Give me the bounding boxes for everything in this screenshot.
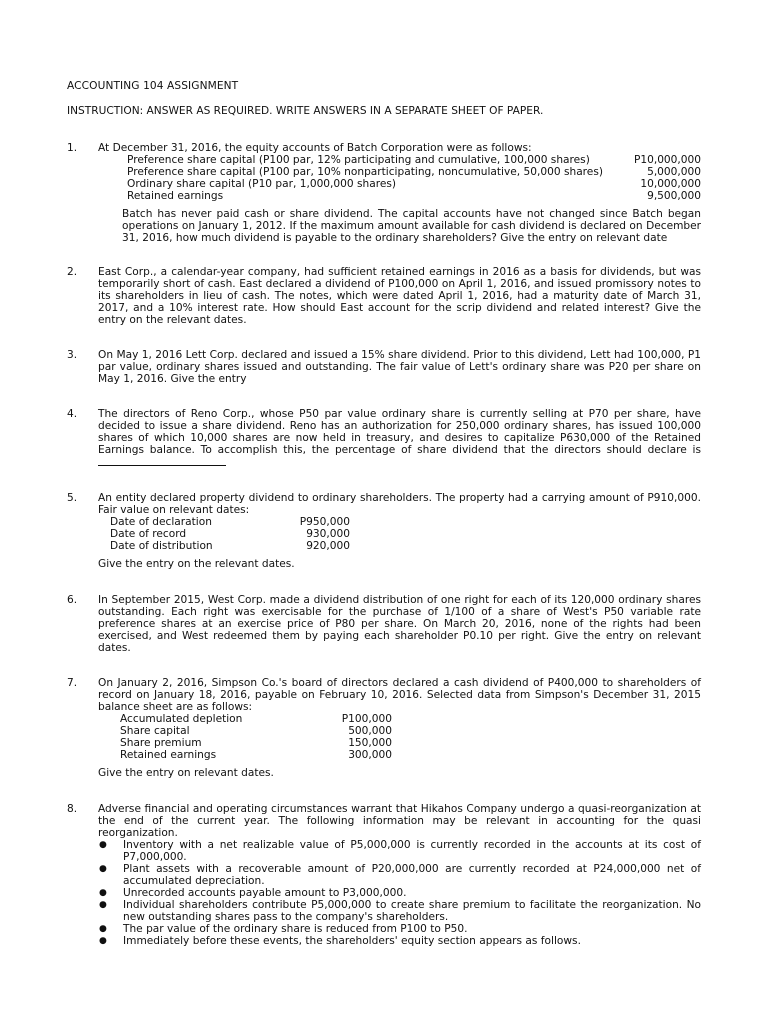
question-number: 3.: [67, 349, 78, 361]
table-amount: P10,000,000: [633, 154, 701, 166]
question-5: [67, 492, 701, 570]
bullet-item: ● Inventory with a net realizable value of P5,000,000 is currently recorded in the accounts at its cost of P7,000,000.: [99, 839, 701, 863]
question-2: [67, 266, 701, 326]
question-number: 7.: [67, 677, 78, 689]
table-label: Accumulated depletion: [120, 713, 243, 725]
question-3: [67, 349, 701, 385]
question-text: The directors of Reno Corp., whose P50 par value ordinary share is currently selling at P70 per share, have decided to issue a share dividend. Reno has an authorization for 250,000 ordinary shares, has issued 100,000 shares of which 10,000 shares are now held in treasury, and desires to capitalize P630,000 of the Retained Earnings balance. To accomplish this, the percentage of share dividend that the directors should declare is: [98, 408, 701, 456]
question-text: Batch has never paid cash or share dividend. The capital accounts have not changed since Batch began operations on January 1, 2012. If the maximum amount available for cash dividend is declared on December 31, 2016, how much dividend is payable to the ordinary shareholders? Give the entry on relevant date: [122, 208, 701, 244]
question-number: 4.: [67, 408, 78, 420]
table-amount: 300,000: [348, 749, 392, 761]
bullet-icon: ●: [99, 888, 107, 898]
document-title: ACCOUNTING 104 ASSIGNMENT: [67, 80, 239, 92]
table-amount: P950,000: [299, 516, 350, 528]
question-number: 5.: [67, 492, 78, 504]
table-amount: 9,500,000: [647, 190, 701, 202]
table-label: Ordinary share capital (P10 par, 1,000,000 shares): [127, 178, 397, 190]
table-label: Share capital: [120, 725, 190, 737]
table-label: Preference share capital (P100 par, 12% participating and cumulative, 100,000 shares): [127, 154, 590, 166]
table-amount: 500,000: [348, 725, 392, 737]
fair-value-table: [110, 516, 701, 552]
table-amount: 930,000: [306, 528, 350, 540]
assignment-page: [67, 80, 701, 947]
question-intro: At December 31, 2016, the equity accounts of Batch Corporation were as follows:: [98, 142, 532, 154]
bullet-icon: ●: [99, 840, 107, 850]
bullet-item: ● The par value of the ordinary share is reduced from P100 to P50.: [99, 923, 468, 935]
table-label: Date of record: [110, 528, 187, 540]
question-number: 6.: [67, 594, 78, 606]
question-number: 1.: [67, 142, 78, 154]
table-amount: 10,000,000: [640, 178, 701, 190]
bullet-item: ● Immediately before these events, the shareholders' equity section appears as follows.: [99, 935, 581, 947]
table-label: Date of distribution: [110, 540, 213, 552]
question-text-block: [98, 408, 701, 469]
bullet-item: ● Individual shareholders contribute P5,000,000 to create share premium to facilitate the reorganization. No new outstanding shares pass to the company's shareholders.: [99, 899, 701, 923]
question-number: 2.: [67, 266, 78, 278]
bullet-item: ● Unrecorded accounts payable amount to P3,000,000.: [99, 887, 407, 899]
reorganization-bullets: [98, 839, 701, 947]
table-label: Retained earnings: [127, 190, 224, 202]
question-number: 8.: [67, 803, 78, 815]
bullet-icon: ●: [99, 936, 107, 946]
answer-blank[interactable]: [98, 456, 226, 466]
question-closing: Give the entry on relevant dates.: [98, 767, 274, 779]
question-4: [67, 408, 701, 469]
bullet-icon: ●: [99, 924, 107, 934]
bullet-icon: ●: [99, 900, 107, 910]
table-amount: 5,000,000: [647, 166, 701, 178]
question-6: [67, 594, 701, 654]
question-text: On May 1, 2016 Lett Corp. declared and issued a 15% share dividend. Prior to this dividend, Lett had 100,000, P1 par value, ordinary shares issued and outstanding. The fair value of Lett's ordinary share was P20 per share on May 1, 2016. Give the entry: [98, 349, 701, 385]
table-amount: P100,000: [341, 713, 392, 725]
table-label: Date of declaration: [110, 516, 212, 528]
table-amount: 920,000: [306, 540, 350, 552]
question-intro: An entity declared property dividend to ordinary shareholders. The property had a carrying amount of P910,000. Fair value on relevant dates:: [98, 492, 701, 516]
question-intro: On January 2, 2016, Simpson Co.'s board of directors declared a cash dividend of P400,000 to shareholders of record on January 18, 2016, payable on February 10, 2016. Selected data from Simpson's December 31, 2015 balance sheet are as follows:: [98, 677, 701, 713]
question-text: In September 2015, West Corp. made a dividend distribution of one right for each of its 120,000 ordinary shares outstanding. Each right was exercisable for the purchase of 1/100 of a share of West's P50 variable rate preference shares at an exercise price of P80 per share. On March 20, 2016, none of the rights had been exercised, and West redeemed them by paying each shareholder P0.10 per right. Give the entry on relevant dates.: [98, 594, 701, 654]
table-amount: 150,000: [348, 737, 392, 749]
balance-sheet-table: [120, 713, 701, 761]
table-label: Retained earnings: [120, 749, 217, 761]
question-text: East Corp., a calendar-year company, had sufficient retained earnings in 2016 as a basis for dividends, but was temporarily short of cash. East declared a dividend of P100,000 on April 1, 2016, and issued promissory notes to its shareholders in lieu of cash. The notes, which were dated April 1, 2016, had a maturity date of March 31, 2017, and a 10% interest rate. How should East account for the scrip dividend and related interest? Give the entry on the relevant dates.: [98, 266, 701, 326]
bullet-icon: ●: [99, 864, 107, 874]
instruction-line: INSTRUCTION: ANSWER AS REQUIRED. WRITE ANSWERS IN A SEPARATE SHEET OF PAPER.: [67, 105, 544, 117]
bullet-item: ● Plant assets with a recoverable amount of P20,000,000 are currently recorded at P24,000,000 net of accumulated depreciation.: [99, 863, 701, 887]
table-label: Share premium: [120, 737, 202, 749]
question-8: [67, 803, 701, 947]
table-label: Preference share capital (P100 par, 10% nonparticipating, noncumulative, 50,000 shares): [127, 166, 603, 178]
question-closing: Give the entry on the relevant dates.: [98, 558, 295, 570]
question-intro: Adverse financial and operating circumstances warrant that Hikahos Company undergo a quasi-reorganization at the end of the current year. The following information may be relevant in accounting for the quasi reorganization.: [98, 803, 701, 839]
equity-accounts-table: [127, 154, 701, 202]
question-1: [67, 142, 701, 244]
question-7: [67, 677, 701, 779]
